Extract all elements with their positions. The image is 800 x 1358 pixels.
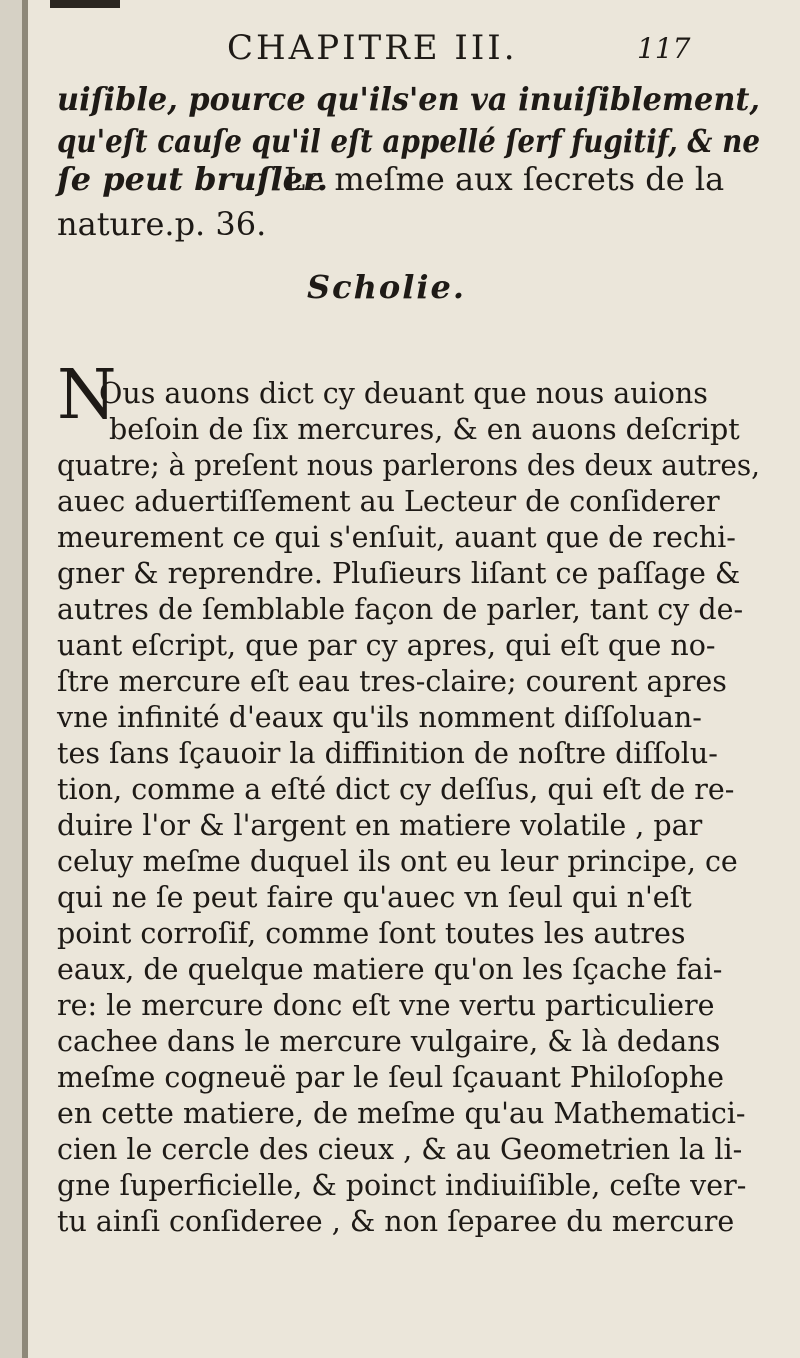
text-line: uant eſcript, que par cy apres, qui eſt que no-: [57, 629, 716, 662]
text-line: qui ne ſe peut faire qu'auec vn ſeul qui n'eſt: [57, 881, 692, 914]
text-line: celuy meſme duquel ils ont eu leur principe, ce: [57, 845, 738, 878]
text-line: meſme cogneuë par le ſeul ſçauant Philoſophe: [57, 1061, 724, 1094]
text-line: eaux, de quelque matiere qu'on les ſçache fai-: [57, 953, 723, 986]
text-line: gne ſuperficielle, & poinct indiuiſible, ceſte ver-: [57, 1169, 747, 1202]
opening-roman-line: Le meſme aux ſecrets de la: [284, 160, 725, 198]
page-edge: [22, 0, 28, 1358]
opening-line: qu'eſt cauſe qu'il eſt appellé ſerf fugitif, & ne: [57, 122, 760, 160]
text-line: point corroſif, comme ſont toutes les autres: [57, 917, 686, 950]
dark-corner-strip: [50, 0, 120, 8]
page-number: 117: [637, 32, 691, 65]
text-line: tu ainſi conſideree , & non ſeparee du mercure: [57, 1205, 735, 1238]
text-line: Ous auons dict cy deuant que nous auions: [99, 377, 708, 410]
text-line: tes ſans ſçauoir la diffinition de noſtre diſſolu-: [57, 737, 718, 770]
opening-line: ſe peut bruſler.: [57, 160, 329, 198]
text-line: duire l'or & l'argent en matiere volatile , par: [57, 809, 703, 842]
text-line: quatre; à preſent nous parlerons des deux autres,: [57, 449, 760, 482]
running-head: CHAPITRE III.: [227, 28, 518, 68]
opening-line: uiſible, pource qu'ils'en va inuiſiblement,: [57, 80, 760, 118]
text-line: en cette matiere, de meſme qu'au Mathematici-: [57, 1097, 746, 1130]
text-line: cien le cercle des cieux , & au Geometrien la li-: [57, 1133, 743, 1166]
section-title: Scholie.: [307, 268, 467, 306]
text-line: beſoin de ſix mercures, & en auons deſcript: [109, 413, 740, 446]
text-line: tion, comme a eſté dict cy deſſus, qui eſt de re-: [57, 773, 735, 806]
text-line: autres de ſemblable façon de parler, tant cy de-: [57, 593, 744, 626]
opening-roman-line: nature.p. 36.: [57, 205, 267, 243]
book-page: [22, 0, 800, 1358]
text-line: gner & reprendre. Pluſieurs liſant ce paſſage &: [57, 557, 741, 590]
drop-capital: N: [57, 356, 117, 435]
text-line: cachee dans le mercure vulgaire, & là dedans: [57, 1025, 721, 1058]
text-line: auec aduertiſſement au Lecteur de conſiderer: [57, 485, 720, 518]
text-line: re: le mercure donc eſt vne vertu particuliere: [57, 989, 715, 1022]
text-line: meurement ce qui s'enſuit, auant que de rechi-: [57, 521, 736, 554]
text-line: vne infinité d'eaux qu'ils nomment diſſoluan-: [57, 701, 702, 734]
page-header: [82, 28, 712, 76]
text-line: ſtre mercure eſt eau tres-claire; courent apres: [57, 665, 727, 698]
